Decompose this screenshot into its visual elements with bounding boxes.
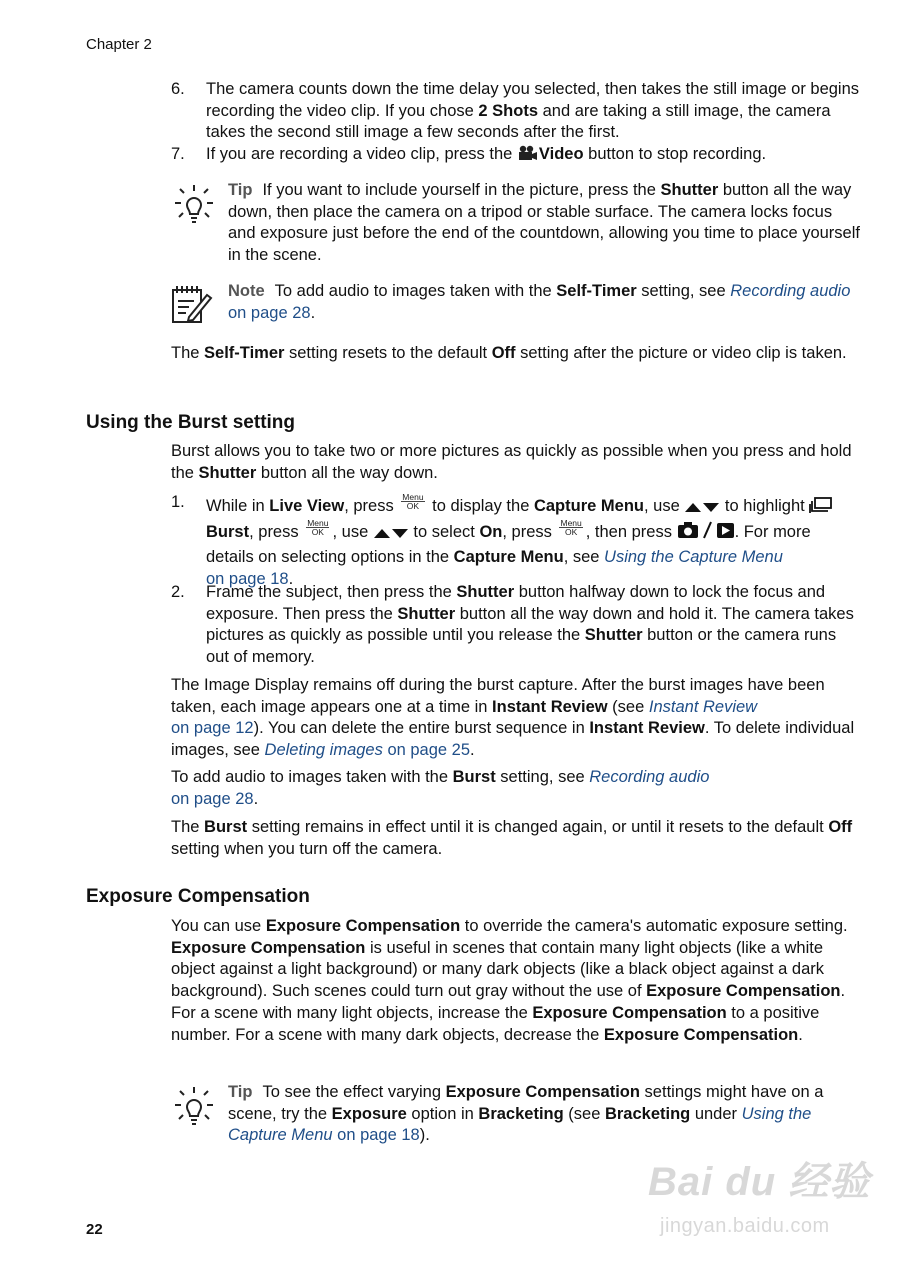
video-camera-icon: [517, 145, 539, 168]
tip-lightbulb-icon: [172, 181, 216, 234]
paragraph: The Image Display remains off during the burst capture. After the burst images have been taken, each image appears one at a time in Instant Review (see Instant Review on page 12). You can delete the entire burst sequence in Instant Review. To delete individual images, see Deleting images on page 25.: [171, 676, 855, 760]
section-heading-exposure: Exposure Compensation: [86, 886, 310, 907]
camera-playback-icon: [677, 521, 735, 545]
link-recording-audio[interactable]: Recording audio: [730, 282, 851, 300]
paragraph: Burst allows you to take two or more pictures as quickly as possible when you press and hold the Shutter button all the way down.: [171, 442, 852, 482]
link-page[interactable]: on page 28: [228, 303, 311, 322]
step-text: If you are recording a video clip, press the Video button to stop recording.: [206, 144, 861, 168]
tip-lightbulb-icon: [172, 1083, 216, 1136]
link-page[interactable]: on page 12: [171, 719, 254, 738]
step-text: While in Live View, press Menu OK to display the Capture Menu, use to highlight Burst, press Menu OK , use to select On, press Menu OK , then press . For more details on selecting options in the Capture Menu, see Using the Capture Menu on page 18.: [206, 493, 861, 590]
note-text: Note To add audio to images taken with the Self-Timer setting, see Recording audio on page 28.: [228, 282, 851, 322]
paragraph: The Burst setting remains in effect until it is changed again, or until it resets to the default Off setting when you turn off the camera.: [171, 818, 853, 858]
watermark-brand: Bai du 经验: [648, 1160, 871, 1204]
step-number: 7.: [171, 145, 185, 163]
section-heading-burst: Using the Burst setting: [86, 412, 296, 433]
tip-text: Tip To see the effect varying Exposure Compensation settings might have on a scene, try the Exposure option in Bracketing (see Bracketing under Using the Capture Menu on page 18).: [228, 1083, 824, 1145]
link-using-capture-menu[interactable]: Using the Capture Menu: [228, 1104, 812, 1145]
link-page[interactable]: on page 25: [382, 741, 471, 760]
tip-text: Tip If you want to include yourself in the picture, press the Shutter button all the way down, then place the camera on a tripod or stable surface. The camera locks focus and exposure just before the end of the countdown, allowing you time to place yourself in the scene.: [228, 181, 860, 265]
paragraph: You can use Exposure Compensation to override the camera's automatic exposure setting. Exposure Compensation is useful in scenes that contain many light objects (like a white object against a light background) or many dark objects (like a black object against a dark background). Such scenes could turn out gray without the use of Exposure Compensation. For a scene with many light objects, increase the Exposure Compensation to a positive number. For a scene with many dark objects, decrease the Exposure Compensation.: [171, 917, 848, 1044]
note-pencil-icon: [169, 283, 213, 330]
menu-ok-key-icon: Menu OK: [560, 518, 582, 538]
link-instant-review[interactable]: Instant Review: [648, 697, 758, 716]
step-number: 2.: [171, 583, 185, 601]
link-recording-audio[interactable]: Recording audio: [589, 768, 710, 786]
link-using-capture-menu[interactable]: Using the Capture Menu: [604, 547, 783, 566]
chapter-label: Chapter 2: [86, 36, 152, 53]
step-text: Frame the subject, then press the Shutter button halfway down to lock the focus and exposure. Then press the Shutter button all the way down and hold it. The camera takes pictures as quickly as possible until you release the Shutter button or the camera runs out of memory.: [206, 583, 854, 667]
link-page[interactable]: on page 28: [171, 789, 254, 808]
watermark-url: jingyan.baidu.com: [660, 1215, 830, 1237]
up-down-arrows-icon: [684, 497, 720, 519]
link-page[interactable]: on page 18: [206, 569, 289, 588]
menu-ok-key-icon: Menu OK: [402, 492, 424, 511]
menu-ok-key-icon: Menu OK: [307, 518, 329, 538]
link-page[interactable]: on page 18: [332, 1126, 420, 1145]
up-down-arrows-icon: [373, 523, 409, 545]
paragraph: The Self-Timer setting resets to the default Off setting after the picture or video clip is taken.: [171, 344, 847, 362]
paragraph: To add audio to images taken with the Burst setting, see Recording audio on page 28.: [171, 768, 710, 808]
link-deleting-images[interactable]: Deleting images: [264, 741, 383, 760]
burst-mode-icon: [809, 497, 833, 519]
step-text: The camera counts down the time delay you selected, then takes the still image or begins recording the video clip. If you chose 2 Shots and are taking a still image, the camera takes the second still image a few seconds after the first.: [206, 80, 860, 142]
page-number: 22: [86, 1221, 103, 1238]
step-number: 6.: [171, 80, 185, 98]
step-number: 1.: [171, 493, 185, 511]
